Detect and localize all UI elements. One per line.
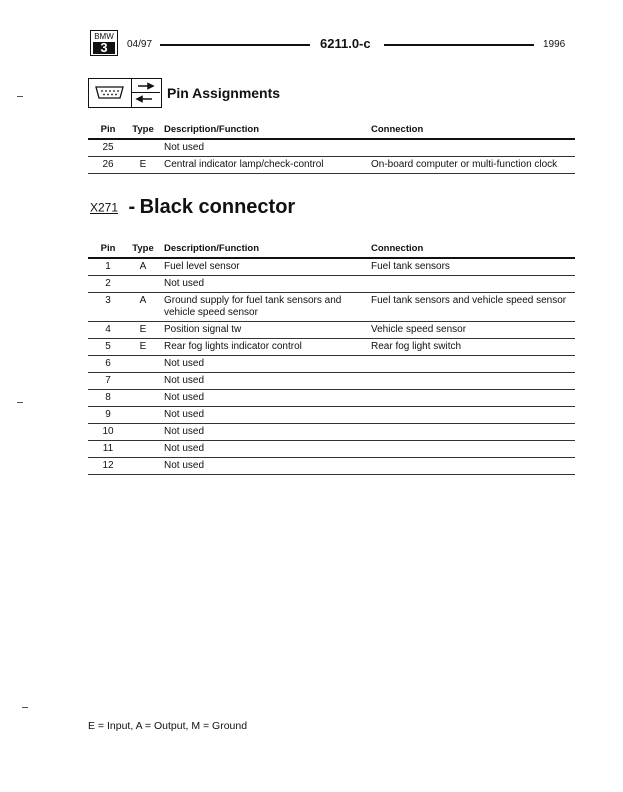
type-cell xyxy=(128,356,158,373)
conn-cell: Fuel tank sensors xyxy=(371,258,575,276)
col-desc-header: Description/Function xyxy=(158,241,371,258)
header-rule-left xyxy=(160,44,310,46)
connector-code: X271 xyxy=(90,200,119,215)
table-row xyxy=(88,258,575,276)
pin-cell: 9 xyxy=(88,407,128,424)
desc-cell: Not used xyxy=(158,458,371,475)
type-cell: E xyxy=(128,322,158,339)
pin-cell: 8 xyxy=(88,390,128,407)
table-row xyxy=(88,356,575,373)
table-header-row xyxy=(88,241,575,258)
section-title: Pin Assignments xyxy=(167,85,281,101)
table-row xyxy=(88,407,575,424)
pin-cell: 4 xyxy=(88,322,128,339)
pin-cell: 6 xyxy=(88,356,128,373)
pin-table-continued xyxy=(88,122,575,174)
header-date: 04/97 xyxy=(127,39,153,50)
type-cell xyxy=(128,276,158,293)
table-row xyxy=(88,390,575,407)
desc-cell: Not used xyxy=(158,276,371,293)
type-cell xyxy=(128,390,158,407)
page-header xyxy=(90,30,574,58)
table-row xyxy=(88,139,575,157)
connector-name: Black connector xyxy=(139,196,296,218)
header-rule-right xyxy=(384,44,534,46)
table-header-row xyxy=(88,122,575,139)
bmw-3-logo xyxy=(90,30,118,56)
col-type-header: Type xyxy=(128,122,158,139)
type-cell xyxy=(128,139,158,157)
table-row xyxy=(88,373,575,390)
desc-cell: Not used xyxy=(158,390,371,407)
table-row xyxy=(88,276,575,293)
conn-cell xyxy=(371,356,575,373)
table-row xyxy=(88,339,575,356)
desc-cell: Position signal tw xyxy=(158,322,371,339)
col-type-header: Type xyxy=(128,241,158,258)
connector-dash: - xyxy=(128,196,136,218)
margin-mark xyxy=(17,96,23,97)
desc-cell: Not used xyxy=(158,373,371,390)
pin-cell: 1 xyxy=(88,258,128,276)
connector-icon xyxy=(88,78,132,108)
type-cell xyxy=(128,373,158,390)
table-row xyxy=(88,424,575,441)
pin-cell: 5 xyxy=(88,339,128,356)
connector-heading xyxy=(90,196,295,219)
conn-cell xyxy=(371,441,575,458)
logo-brand: BMW xyxy=(94,32,114,41)
conn-cell: Fuel tank sensors and vehicle speed sensor xyxy=(371,293,575,322)
conn-cell xyxy=(371,373,575,390)
col-conn-header: Connection xyxy=(371,122,575,139)
pin-table-x271 xyxy=(88,241,575,475)
type-legend: E = Input, A = Output, M = Ground xyxy=(88,720,248,732)
logo-series: 3 xyxy=(93,42,115,54)
pin-cell: 2 xyxy=(88,276,128,293)
col-desc-header: Description/Function xyxy=(158,122,371,139)
conn-cell: Rear fog light switch xyxy=(371,339,575,356)
desc-cell: Not used xyxy=(158,441,371,458)
pin-cell: 12 xyxy=(88,458,128,475)
header-year: 1996 xyxy=(543,39,566,50)
type-cell: E xyxy=(128,339,158,356)
desc-cell: Not used xyxy=(158,139,371,157)
type-cell xyxy=(128,407,158,424)
conn-cell xyxy=(371,276,575,293)
desc-cell: Central indicator lamp/check-control xyxy=(158,157,371,174)
pin-cell: 11 xyxy=(88,441,128,458)
conn-cell xyxy=(371,139,575,157)
conn-cell xyxy=(371,390,575,407)
pin-cell: 26 xyxy=(88,157,128,174)
type-cell: A xyxy=(128,258,158,276)
type-cell xyxy=(128,424,158,441)
type-cell xyxy=(128,458,158,475)
type-cell xyxy=(128,441,158,458)
pin-cell: 25 xyxy=(88,139,128,157)
desc-cell: Not used xyxy=(158,407,371,424)
conn-cell xyxy=(371,407,575,424)
table-row xyxy=(88,157,575,174)
table-row xyxy=(88,293,575,322)
type-cell: A xyxy=(128,293,158,322)
desc-cell: Not used xyxy=(158,424,371,441)
conn-cell xyxy=(371,458,575,475)
pin-cell: 7 xyxy=(88,373,128,390)
conn-cell: Vehicle speed sensor xyxy=(371,322,575,339)
conn-cell: On-board computer or multi-function clock xyxy=(371,157,575,174)
pin-direction-icon xyxy=(132,78,162,108)
col-conn-header: Connection xyxy=(371,241,575,258)
type-cell: E xyxy=(128,157,158,174)
desc-cell: Fuel level sensor xyxy=(158,258,371,276)
desc-cell: Not used xyxy=(158,356,371,373)
desc-cell: Rear fog lights indicator control xyxy=(158,339,371,356)
document-code: 6211.0-c xyxy=(320,36,371,51)
margin-mark xyxy=(17,402,23,403)
col-pin-header: Pin xyxy=(88,241,128,258)
margin-mark xyxy=(22,707,28,708)
conn-cell xyxy=(371,424,575,441)
table-row xyxy=(88,322,575,339)
col-pin-header: Pin xyxy=(88,122,128,139)
pin-cell: 10 xyxy=(88,424,128,441)
table-row xyxy=(88,458,575,475)
table-row xyxy=(88,441,575,458)
pin-cell: 3 xyxy=(88,293,128,322)
desc-cell: Ground supply for fuel tank sensors and vehicle speed sensor xyxy=(158,293,371,322)
